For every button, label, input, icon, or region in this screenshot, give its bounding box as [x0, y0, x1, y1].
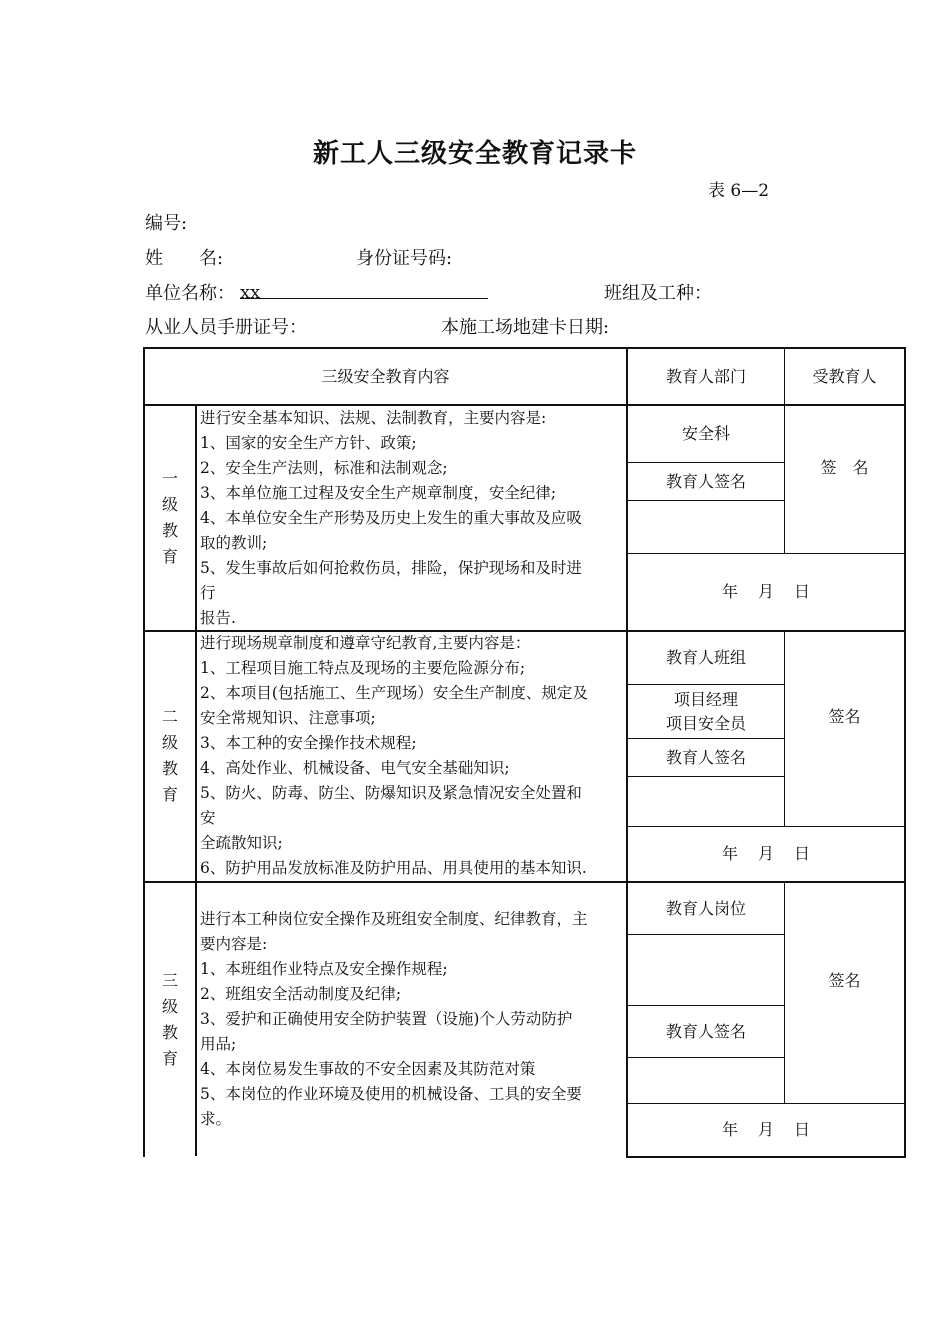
- level1-content: 进行安全基本知识、法规、法制教育，主要内容是: 1、国家的安全生产方针、政策; 2、安全生产法则，标准和法制观念; 3、本单位施工过程及安全生产规章制度，安全纪律; 4、本单位安全生产形势及历史上发生的重大事故及应吸 取的教训; 5、发生事故后如何抢救伤员，排险，保护现场和及时进 行 报告.: [200, 409, 582, 627]
- card-date-label: 本施工场地建卡日期:: [441, 317, 610, 338]
- table-right-border: [904, 347, 906, 1158]
- level2-date: 年 月 日: [721, 844, 811, 863]
- header-content: 三级安全教育内容: [321, 366, 450, 386]
- level1-date: 年 月 日: [721, 582, 811, 601]
- level3-date: 年 月 日: [721, 1120, 811, 1139]
- table-bottom-border: [626, 1156, 906, 1158]
- header-dept: 教育人部门: [665, 366, 746, 386]
- level1-label: 一 级 教 育: [161, 469, 178, 566]
- level3-educator-signature-blank: [628, 1058, 784, 1103]
- team-trade-label: 班组及工种：: [604, 283, 712, 304]
- name-label: 姓 名:: [145, 248, 224, 269]
- level2-dept: 教育人班组: [665, 648, 746, 667]
- id-number-label: 身份证号码:: [356, 248, 453, 269]
- form-number: 表 6—2: [708, 181, 770, 201]
- level2-trainee-signature: 签名: [828, 707, 861, 726]
- unit-name-underline: [240, 298, 488, 299]
- level3-label: 三 级 教 育: [161, 971, 178, 1068]
- level2-educator-signature-label: 教育人签名: [665, 747, 746, 767]
- level1-trainee-signature: 签 名: [820, 458, 869, 477]
- handbook-number-label: 从业人员手册证号：: [145, 317, 307, 338]
- serial-number-label: 编号:: [145, 213, 188, 234]
- level1-educator-signature-blank: [628, 501, 784, 553]
- level2-manager-safety-officer: 项目经理 项目安全员: [665, 689, 746, 733]
- level2-content: 进行现场规章制度和遵章守纪教育,主要内容是： 1、工程项目施工特点及现场的主要危险源分布; 2、本项目(包括施工、生产现场）安全生产制度、规定及 安全常规知识、注意事项; 3、本工种的安全操作技术规程; 4、高处作业、机械设备、电气安全基础知识; 5、防火、防毒、防尘、防爆知识及紧急情况安全处置和 安 全疏散知识; 6、防护用品发放标准及防护用品、用具使用的基本知识.: [200, 634, 588, 877]
- level1-educator-signature-label: 教育人签名: [665, 471, 746, 491]
- unit-name-label: 单位名称：: [145, 283, 235, 304]
- level3-content: 进行本工种岗位安全操作及班组安全制度、纪律教育，主 要内容是: 1、本班组作业特点及安全操作规程; 2、班组安全活动制度及纪律; 3、爱护和正确使用安全防护装置（设施)个人劳动防护 用品; 4、本岗位易发生事故的不安全因素及其防范对策 5、本岗位的作业环境及使用的机械设备、工具的安全要 求。: [200, 910, 588, 1128]
- divider-level-content: [195, 405, 197, 1156]
- level1-dept: 安全科: [681, 424, 730, 443]
- level2-educator-signature-blank: [628, 777, 784, 826]
- level3-blank-cell: [628, 935, 784, 1005]
- header-trainee: 受教育人: [812, 366, 877, 386]
- level3-dept: 教育人岗位: [665, 898, 746, 918]
- page-title: 新工人三级安全教育记录卡: [312, 139, 637, 169]
- level2-label: 二 级 教 育: [161, 707, 178, 804]
- unit-name-value: xx: [240, 282, 261, 303]
- level3-educator-signature-label: 教育人签名: [665, 1021, 746, 1041]
- level3-trainee-signature: 签名: [828, 971, 861, 990]
